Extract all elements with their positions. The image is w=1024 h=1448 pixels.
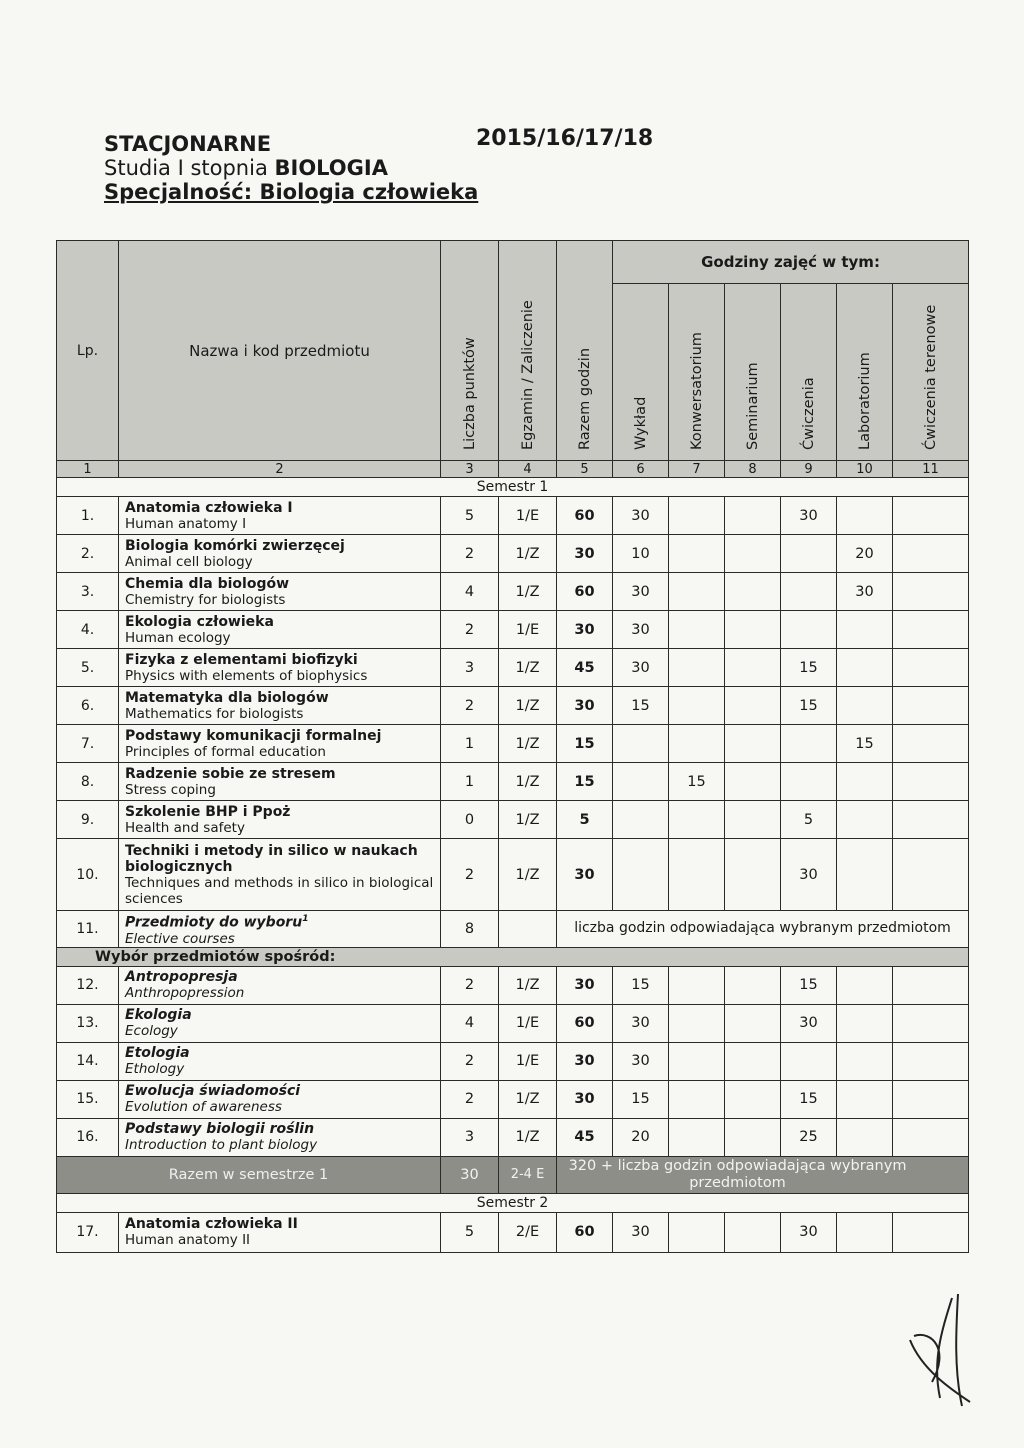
course-row xyxy=(57,763,969,801)
cell-exercises: 15 xyxy=(781,966,837,1004)
col-hours-header: Razem godzin xyxy=(557,241,613,461)
cell-lab xyxy=(837,966,893,1004)
course-row xyxy=(57,1212,969,1252)
cell-exam: 1/E xyxy=(499,1042,557,1080)
col-number: 6 xyxy=(613,461,669,478)
cell-exercises xyxy=(781,763,837,801)
semester-2-label: Semestr 2 xyxy=(57,1193,969,1212)
course-name-pl: Ewolucja świadomości xyxy=(125,1083,301,1100)
row-number: 6. xyxy=(57,687,119,725)
col-exam-header: Egzamin / Zaliczenie xyxy=(499,241,557,461)
course-name-en: Anthropopression xyxy=(125,985,245,1002)
semester-row xyxy=(57,478,969,497)
cell-exercises: 5 xyxy=(781,801,837,839)
cell-points: 2 xyxy=(441,611,499,649)
course-name xyxy=(119,687,441,725)
footnote-marker: 1 xyxy=(302,914,309,924)
course-name-en: Stress coping xyxy=(125,781,216,798)
cell-hours: 30 xyxy=(557,839,613,911)
col-number: 3 xyxy=(441,461,499,478)
total-exam: 2-4 E xyxy=(499,1156,557,1193)
course-name xyxy=(119,611,441,649)
cell-exam: 2/E xyxy=(499,1212,557,1252)
course-name-pl: Radzenie sobie ze stresem xyxy=(125,765,336,782)
cell-seminar xyxy=(725,611,781,649)
cell-points: 2 xyxy=(441,1080,499,1118)
row-number: 5. xyxy=(57,649,119,687)
cell-exercises xyxy=(781,611,837,649)
cell-lecture xyxy=(613,763,669,801)
cell-field xyxy=(893,1118,969,1156)
course-name-en: Health and safety xyxy=(125,819,245,836)
cell-hours: 5 xyxy=(557,801,613,839)
course-name-en: Elective courses xyxy=(125,930,235,947)
col-seminar-header: Seminarium xyxy=(725,284,781,461)
col-lab-header: Laboratorium xyxy=(837,284,893,461)
total-label: Razem w semestrze 1 xyxy=(57,1156,441,1193)
cell-hours: 30 xyxy=(557,611,613,649)
study-level xyxy=(104,156,478,180)
cell-exercises: 25 xyxy=(781,1118,837,1156)
cell-lab xyxy=(837,497,893,535)
col-name-header: Nazwa i kod przedmiotu xyxy=(119,241,441,461)
cell-seminar xyxy=(725,1212,781,1252)
course-row xyxy=(57,1080,969,1118)
course-name-en: Introduction to plant biology xyxy=(125,1137,318,1154)
cell-field xyxy=(893,725,969,763)
academic-years: 2015/16/17/18 xyxy=(476,126,654,151)
course-row xyxy=(57,687,969,725)
course-name-en: Ecology xyxy=(125,1023,178,1040)
col-number: 9 xyxy=(781,461,837,478)
course-row xyxy=(57,611,969,649)
cell-exam xyxy=(499,911,557,948)
course-name-en: Evolution of awareness xyxy=(125,1099,282,1116)
course-name-en: Techniques and methods in silico in biological sciences xyxy=(125,874,434,907)
row-number: 2. xyxy=(57,535,119,573)
cell-hours: 30 xyxy=(557,687,613,725)
cell-conversatory xyxy=(669,497,725,535)
row-number: 10. xyxy=(57,839,119,911)
cell-conversatory xyxy=(669,573,725,611)
col-number: 7 xyxy=(669,461,725,478)
cell-lecture: 30 xyxy=(613,1042,669,1080)
cell-points: 2 xyxy=(441,966,499,1004)
course-name-pl: Ekologia xyxy=(125,1007,192,1024)
cell-field xyxy=(893,573,969,611)
col-number: 8 xyxy=(725,461,781,478)
row-number: 15. xyxy=(57,1080,119,1118)
cell-seminar xyxy=(725,1080,781,1118)
cell-lab xyxy=(837,649,893,687)
cell-seminar xyxy=(725,649,781,687)
cell-lab xyxy=(837,611,893,649)
cell-conversatory xyxy=(669,839,725,911)
col-conversatory-header: Konwersatorium xyxy=(669,284,725,461)
cell-lab xyxy=(837,687,893,725)
cell-lecture: 30 xyxy=(613,573,669,611)
course-row xyxy=(57,573,969,611)
course-name-pl xyxy=(125,911,440,931)
course-name xyxy=(119,1212,441,1252)
course-name-en: Principles of formal education xyxy=(125,743,326,760)
cell-exam: 1/Z xyxy=(499,687,557,725)
cell-field xyxy=(893,535,969,573)
course-row xyxy=(57,839,969,911)
cell-exercises xyxy=(781,1042,837,1080)
elective-heading-row xyxy=(57,947,969,966)
cell-seminar xyxy=(725,966,781,1004)
cell-seminar xyxy=(725,1042,781,1080)
course-name-en: Human anatomy I xyxy=(125,515,247,532)
semester-1-label: Semestr 1 xyxy=(57,478,969,497)
course-name-en: Animal cell biology xyxy=(125,553,253,570)
course-name xyxy=(119,497,441,535)
course-name-pl: Podstawy biologii roślin xyxy=(125,1121,315,1138)
cell-lecture xyxy=(613,801,669,839)
cell-conversatory xyxy=(669,801,725,839)
col-lp-header: Lp. xyxy=(57,241,119,461)
cell-exam: 1/Z xyxy=(499,966,557,1004)
row-number: 17. xyxy=(57,1212,119,1252)
hours-group-header: Godziny zajęć w tym: xyxy=(613,241,969,284)
cell-conversatory xyxy=(669,725,725,763)
cell-conversatory xyxy=(669,611,725,649)
cell-points: 4 xyxy=(441,1004,499,1042)
cell-lecture: 30 xyxy=(613,1212,669,1252)
cell-lab: 20 xyxy=(837,535,893,573)
cell-exam: 1/E xyxy=(499,497,557,535)
course-name-pl: Antropopresja xyxy=(125,969,238,986)
elective-heading: Wybór przedmiotów spośród: xyxy=(57,947,969,966)
course-name xyxy=(119,801,441,839)
cell-points: 2 xyxy=(441,687,499,725)
cell-exam: 1/Z xyxy=(499,763,557,801)
course-name-en: Physics with elements of biophysics xyxy=(125,667,368,684)
cell-lecture xyxy=(613,725,669,763)
row-number: 7. xyxy=(57,725,119,763)
course-name-en: Human anatomy II xyxy=(125,1232,251,1249)
total-hours-note: 320 + liczba godzin odpowiadająca wybranym przedmiotom xyxy=(557,1156,969,1193)
course-row xyxy=(57,1042,969,1080)
signature-mark xyxy=(892,1290,982,1410)
cell-seminar xyxy=(725,801,781,839)
cell-field xyxy=(893,649,969,687)
cell-field xyxy=(893,1004,969,1042)
cell-exam: 1/Z xyxy=(499,649,557,687)
course-name xyxy=(119,649,441,687)
cell-lecture: 30 xyxy=(613,497,669,535)
course-name xyxy=(119,911,441,948)
cell-exercises: 15 xyxy=(781,649,837,687)
cell-exam: 1/E xyxy=(499,611,557,649)
cell-exercises xyxy=(781,725,837,763)
course-name xyxy=(119,839,441,911)
course-name-pl: Chemia dla biologów xyxy=(125,575,290,592)
cell-exercises: 30 xyxy=(781,839,837,911)
study-plan-table xyxy=(56,240,969,1253)
cell-conversatory: 15 xyxy=(669,763,725,801)
course-name-en: Chemistry for biologists xyxy=(125,591,286,608)
cell-exam: 1/Z xyxy=(499,573,557,611)
col-number: 1 xyxy=(57,461,119,478)
course-row xyxy=(57,649,969,687)
cell-conversatory xyxy=(669,687,725,725)
cell-seminar xyxy=(725,725,781,763)
cell-lab xyxy=(837,1004,893,1042)
row-number: 12. xyxy=(57,966,119,1004)
cell-hours: 45 xyxy=(557,649,613,687)
cell-exam: 1/Z xyxy=(499,535,557,573)
cell-exercises: 30 xyxy=(781,497,837,535)
course-name-pl: Podstawy komunikacji formalnej xyxy=(125,727,382,744)
cell-hours: 30 xyxy=(557,1080,613,1118)
cell-field xyxy=(893,763,969,801)
cell-lab xyxy=(837,1080,893,1118)
cell-conversatory xyxy=(669,1042,725,1080)
cell-lecture xyxy=(613,839,669,911)
cell-hours: 15 xyxy=(557,763,613,801)
course-name-pl: Anatomia człowieka II xyxy=(125,1216,298,1233)
cell-points: 5 xyxy=(441,1212,499,1252)
cell-field xyxy=(893,1212,969,1252)
course-name-pl: Ekologia człowieka xyxy=(125,613,274,630)
row-number: 9. xyxy=(57,801,119,839)
cell-seminar xyxy=(725,687,781,725)
course-name-pl: Matematyka dla biologów xyxy=(125,689,329,706)
cell-hours: 60 xyxy=(557,1212,613,1252)
cell-exercises xyxy=(781,535,837,573)
cell-seminar xyxy=(725,573,781,611)
elective-courses-row xyxy=(57,911,969,948)
cell-lab: 15 xyxy=(837,725,893,763)
cell-hours: 30 xyxy=(557,535,613,573)
cell-lab xyxy=(837,801,893,839)
cell-field xyxy=(893,611,969,649)
course-name-en: Human ecology xyxy=(125,629,231,646)
course-name-pl: Szkolenie BHP i Ppoż xyxy=(125,803,291,820)
course-row xyxy=(57,535,969,573)
semester-row xyxy=(57,1193,969,1212)
cell-conversatory xyxy=(669,649,725,687)
course-name-en: Mathematics for biologists xyxy=(125,705,304,722)
semester-total-row xyxy=(57,1156,969,1193)
cell-points: 2 xyxy=(441,535,499,573)
elective-title: Przedmioty do wyboru xyxy=(125,914,303,931)
cell-exam: 1/E xyxy=(499,1004,557,1042)
cell-exam: 1/Z xyxy=(499,1118,557,1156)
cell-lecture: 15 xyxy=(613,687,669,725)
cell-exercises: 30 xyxy=(781,1004,837,1042)
cell-exercises: 15 xyxy=(781,1080,837,1118)
course-name xyxy=(119,1080,441,1118)
cell-conversatory xyxy=(669,1118,725,1156)
cell-lab xyxy=(837,1118,893,1156)
row-number: 8. xyxy=(57,763,119,801)
course-name xyxy=(119,725,441,763)
col-number: 2 xyxy=(119,461,441,478)
cell-exam: 1/Z xyxy=(499,839,557,911)
cell-points: 4 xyxy=(441,573,499,611)
cell-lecture: 15 xyxy=(613,1080,669,1118)
cell-lecture: 30 xyxy=(613,611,669,649)
col-number: 10 xyxy=(837,461,893,478)
course-name-pl: Etologia xyxy=(125,1045,190,1062)
cell-lecture: 15 xyxy=(613,966,669,1004)
cell-exercises xyxy=(781,573,837,611)
col-number: 4 xyxy=(499,461,557,478)
course-name xyxy=(119,763,441,801)
cell-hours: 15 xyxy=(557,725,613,763)
cell-points: 8 xyxy=(441,911,499,948)
course-row xyxy=(57,966,969,1004)
row-number: 3. xyxy=(57,573,119,611)
cell-conversatory xyxy=(669,535,725,573)
cell-hours: 60 xyxy=(557,497,613,535)
col-field-header: Ćwiczenia terenowe xyxy=(893,284,969,461)
course-row xyxy=(57,725,969,763)
cell-field xyxy=(893,801,969,839)
cell-seminar xyxy=(725,535,781,573)
study-level-prefix: Studia I stopnia xyxy=(104,156,275,180)
col-lecture-header: Wykład xyxy=(613,284,669,461)
cell-field xyxy=(893,497,969,535)
course-row xyxy=(57,801,969,839)
course-name xyxy=(119,1118,441,1156)
cell-conversatory xyxy=(669,1004,725,1042)
cell-points: 1 xyxy=(441,763,499,801)
cell-hours: 60 xyxy=(557,573,613,611)
cell-lab xyxy=(837,839,893,911)
cell-hours: 30 xyxy=(557,1042,613,1080)
elective-hours-note: liczba godzin odpowiadająca wybranym przedmiotom xyxy=(557,911,969,948)
cell-hours: 60 xyxy=(557,1004,613,1042)
row-number: 11. xyxy=(57,911,119,948)
cell-seminar xyxy=(725,1118,781,1156)
cell-conversatory xyxy=(669,1212,725,1252)
study-field: BIOLOGIA xyxy=(274,156,388,180)
course-name-pl: Techniki i metody in silico w naukach biologicznych xyxy=(125,842,418,875)
cell-seminar xyxy=(725,763,781,801)
col-number: 11 xyxy=(893,461,969,478)
row-number: 13. xyxy=(57,1004,119,1042)
column-number-row xyxy=(57,461,969,478)
cell-field xyxy=(893,687,969,725)
total-points: 30 xyxy=(441,1156,499,1193)
course-row xyxy=(57,1118,969,1156)
cell-points: 3 xyxy=(441,1118,499,1156)
cell-lecture: 30 xyxy=(613,649,669,687)
course-row xyxy=(57,1004,969,1042)
row-number: 16. xyxy=(57,1118,119,1156)
cell-points: 0 xyxy=(441,801,499,839)
course-name xyxy=(119,1004,441,1042)
row-number: 4. xyxy=(57,611,119,649)
cell-lab: 30 xyxy=(837,573,893,611)
study-mode: STACJONARNE xyxy=(104,132,272,156)
cell-exam: 1/Z xyxy=(499,801,557,839)
course-name xyxy=(119,966,441,1004)
cell-lecture: 20 xyxy=(613,1118,669,1156)
course-name-pl: Anatomia człowieka I xyxy=(125,499,293,516)
cell-points: 3 xyxy=(441,649,499,687)
cell-exercises: 15 xyxy=(781,687,837,725)
specialty: Specjalność: Biologia człowieka xyxy=(104,180,479,204)
cell-seminar xyxy=(725,1004,781,1042)
cell-conversatory xyxy=(669,1080,725,1118)
cell-field xyxy=(893,966,969,1004)
row-number: 14. xyxy=(57,1042,119,1080)
cell-exam: 1/Z xyxy=(499,1080,557,1118)
cell-points: 2 xyxy=(441,1042,499,1080)
cell-conversatory xyxy=(669,966,725,1004)
cell-lecture: 10 xyxy=(613,535,669,573)
course-name-pl: Fizyka z elementami biofizyki xyxy=(125,651,358,668)
cell-lab xyxy=(837,1042,893,1080)
document-header xyxy=(104,132,478,204)
course-name-pl: Biologia komórki zwierzęcej xyxy=(125,537,345,554)
cell-points: 1 xyxy=(441,725,499,763)
course-row xyxy=(57,497,969,535)
cell-exercises: 30 xyxy=(781,1212,837,1252)
col-points-header: Liczba punktów xyxy=(441,241,499,461)
cell-hours: 30 xyxy=(557,966,613,1004)
course-name-en: Ethology xyxy=(125,1061,185,1078)
cell-hours: 45 xyxy=(557,1118,613,1156)
cell-lab xyxy=(837,1212,893,1252)
cell-field xyxy=(893,1080,969,1118)
cell-seminar xyxy=(725,839,781,911)
cell-points: 5 xyxy=(441,497,499,535)
cell-field xyxy=(893,839,969,911)
course-name xyxy=(119,573,441,611)
cell-seminar xyxy=(725,497,781,535)
col-number: 5 xyxy=(557,461,613,478)
cell-lecture: 30 xyxy=(613,1004,669,1042)
course-name xyxy=(119,535,441,573)
cell-exam: 1/Z xyxy=(499,725,557,763)
cell-points: 2 xyxy=(441,839,499,911)
cell-lab xyxy=(837,763,893,801)
course-name xyxy=(119,1042,441,1080)
col-exercises-header: Ćwiczenia xyxy=(781,284,837,461)
row-number: 1. xyxy=(57,497,119,535)
cell-field xyxy=(893,1042,969,1080)
